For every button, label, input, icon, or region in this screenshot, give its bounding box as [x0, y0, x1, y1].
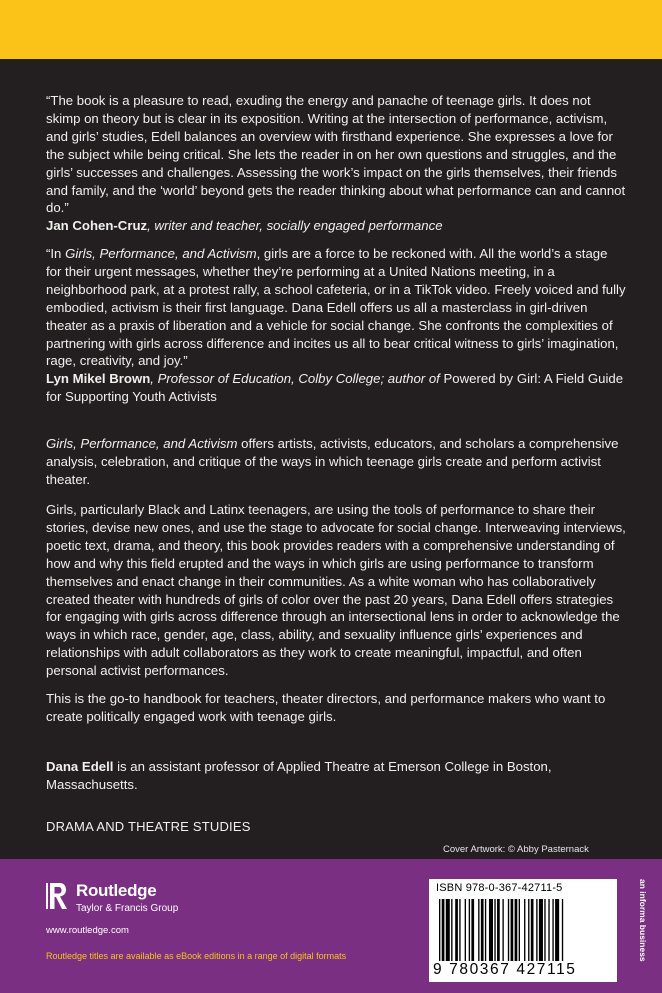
description-p1-text: offers artists, activists, educators, and scholars a comprehensive analysis, celebration, and critique of the ways in which teenage girls create and perform activist theater.	[46, 436, 619, 487]
barcode-bar	[539, 899, 543, 961]
publisher-band	[0, 859, 662, 993]
endorsement-2-work: Powered by Girl: A Field Guide for Supporting Youth Activists	[46, 371, 624, 405]
barcode-bar	[502, 899, 503, 961]
endorsement-1-role: , writer and teacher, socially engaged performance	[147, 218, 443, 234]
barcode-bar	[544, 899, 545, 961]
barcode-bar	[524, 899, 525, 961]
barcode-bar	[562, 899, 563, 961]
description-paragraph-3: This is the go-to handbook for teachers, theater directors, and performance makers who want to create politically engaged work with teenage girls.	[46, 691, 606, 724]
barcode-bar	[469, 899, 470, 961]
barcode-bar	[451, 899, 452, 961]
endorsement-2	[46, 245, 626, 406]
barcode-bar	[536, 899, 537, 961]
isbn-label: ISBN 978-0-367-42711-5	[436, 882, 563, 894]
barcode-bar	[455, 899, 458, 961]
barcode-bar	[465, 899, 466, 961]
back-cover-body	[0, 59, 662, 859]
barcode-bar	[481, 899, 484, 961]
barcode-panel	[429, 879, 617, 982]
author-name: Dana Edell	[46, 759, 114, 774]
barcode-bar	[508, 899, 509, 961]
barcode-icon	[437, 899, 609, 961]
barcode-bar	[485, 899, 486, 961]
endorsement-2-author: Lyn Mikel Brown	[46, 371, 151, 387]
endorsement-1-text: “The book is a pleasure to read, exuding the energy and panache of teenage girls. It does not skimp on theory but is clear in its exposition. Writing at the intersection of performance, activism, and girls’ studies, Edell balances an overview with firsthand experience. She expresses a love for the subject while being critical. She lets the reader in on her own questions and struggles, and the girls’ successes and challenges. Assessing the work’s impact on the girls themselves, their friends and family, and the ‘world’ beyond gets the reader thinking about what performance can and cannot do.”	[46, 93, 626, 216]
barcode-bar	[478, 899, 479, 961]
endorsement-2-role: , Professor of Education, Colby College; author of	[150, 371, 444, 387]
description-paragraph-2: Girls, particularly Black and Latinx teenagers, are using the tools of performance to share their stories, devise new ones, and use the stage to advocate for social change. Interweaving interviews, poetic text, drama, and theory, this book provides readers with a comprehensive understanding of how and why this field erupted and the ways in which girls are using performance to transform themselves and enact change in their communities. As a white woman who has collaboratively created theater with hundreds of girls of color over the past 20 years, Dana Edell offers strategies for engaging with girls across difference through an intersectional lens in order to acknowledge the ways in which race, gender, age, class, ability, and sexuality influence girls’ experiences and relationships with adult collaborators as they work to create meaningful, impactful, and often personal activist performances.	[46, 502, 626, 679]
author-bio	[46, 758, 626, 794]
publisher-group: Taylor & Francis Group	[76, 903, 179, 914]
routledge-logo-icon	[46, 881, 68, 911]
top-yellow-band	[0, 0, 662, 59]
publisher-website[interactable]: www.routledge.com	[46, 925, 129, 936]
barcode-bar	[439, 899, 440, 961]
barcode-bar	[442, 899, 445, 961]
endorsement-2-book-title: Girls, Performance, and Activism	[65, 246, 257, 261]
barcode-bar	[555, 899, 559, 961]
barcode-bar	[497, 899, 500, 961]
barcode-bar	[528, 899, 529, 961]
barcode-bar	[459, 899, 460, 961]
description-paragraph-1	[46, 435, 626, 489]
barcode-bar	[515, 899, 518, 961]
barcode-bar	[489, 899, 493, 961]
barcode-bar	[511, 899, 514, 961]
ebook-note: Routledge titles are available as eBook editions in a range of digital formats	[46, 951, 347, 961]
barcode-bar	[446, 899, 450, 961]
barcode-bar	[494, 899, 495, 961]
endorsement-1-author: Jan Cohen-Cruz	[46, 218, 148, 234]
subject-category: DRAMA AND THEATRE STUDIES	[46, 819, 251, 834]
endorsement-1	[46, 92, 626, 235]
endorsement-2-open: “In	[46, 246, 66, 261]
barcode-bar	[519, 899, 520, 961]
description-book-title: Girls, Performance, and Activism	[46, 436, 238, 451]
cover-credit: Cover Artwork: © Abby Pasternack	[443, 844, 589, 855]
barcode-bar	[548, 899, 549, 961]
barcode-bar	[552, 899, 553, 961]
endorsement-2-text: , girls are a force to be reckoned with. All the world’s a stage for their urgent messages, whether they’re performing at a United Nations meeting, in a neighborhood park, at a protest rally, a school cafeteria, or in a TikTok video. Freely voiced and fully embodied, activism is their first language. Dana Edell offers us all a masterclass in girl-driven theater as a praxis of liberation and a vehicle for social change. She confronts the complexities of partnering with girls across difference and incites us all to bear critical witness to girls’ imagination, rage, creativity, and joy.”	[46, 246, 626, 369]
author-bio-text: is an assistant professor of Applied Theatre at Emerson College in Boston, Massachusetts.	[46, 759, 552, 792]
barcode-bar	[531, 899, 534, 961]
barcode-number: 9 780367 427115	[433, 961, 577, 978]
informa-note: an informa business	[638, 879, 648, 962]
publisher-name: Routledge	[76, 881, 157, 900]
barcode-bar	[471, 899, 474, 961]
